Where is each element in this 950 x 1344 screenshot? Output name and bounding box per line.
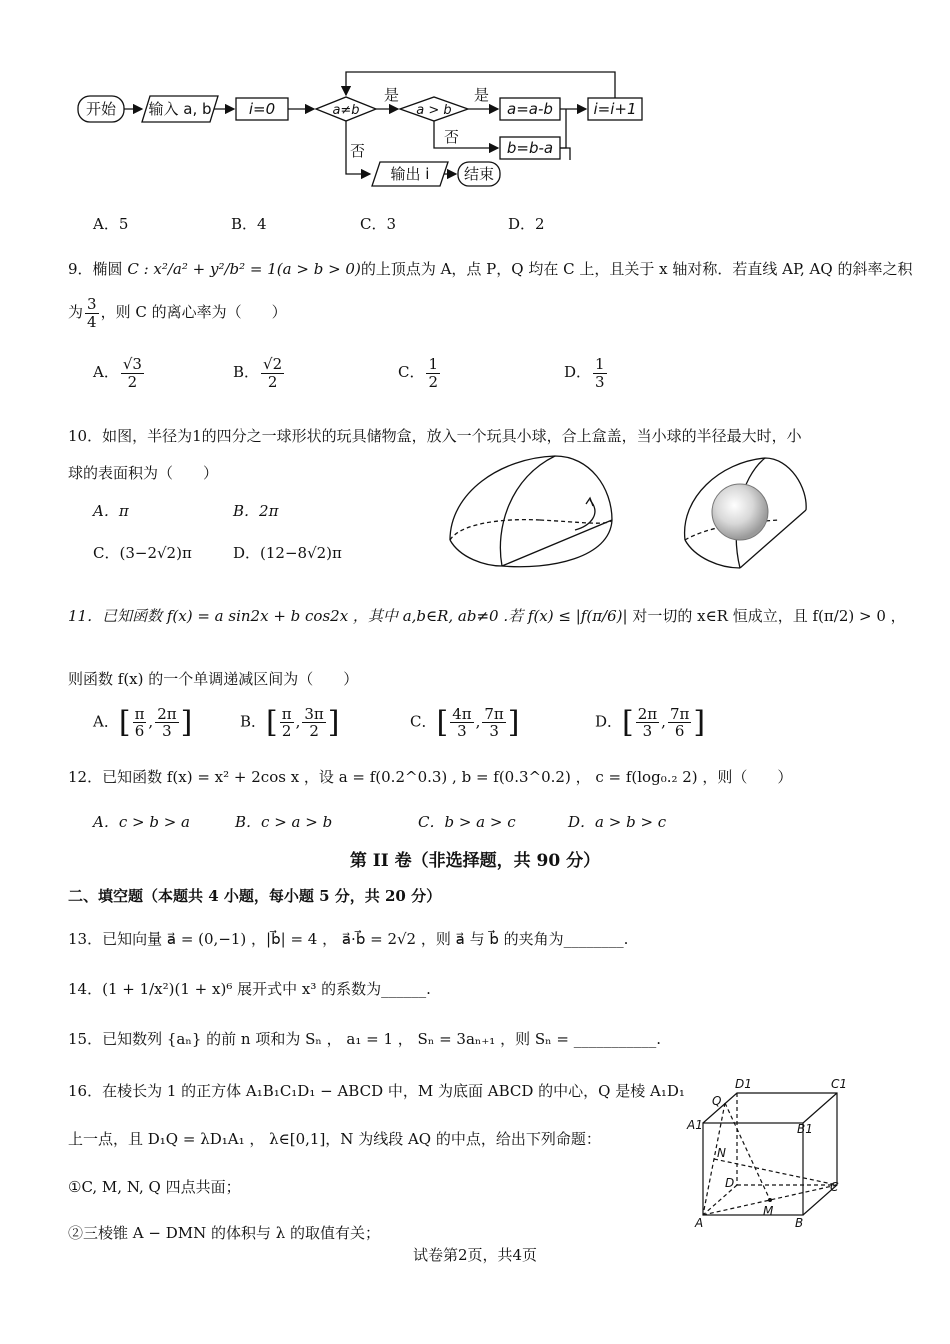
- q9-stem1: 椭圆: [92, 260, 123, 278]
- q9-c-den: 2: [428, 372, 439, 391]
- q9-a-label: A．: [93, 363, 119, 381]
- q11-b-lo-den: 2: [281, 722, 292, 740]
- cube-label-m: M: [763, 1204, 774, 1218]
- q11-d-hi-num: 7π: [669, 704, 690, 723]
- q11-option-d: D．[ $\frac{2\pi}{3}$ , $\frac{7\pi}{6}$ ]: [595, 704, 706, 740]
- q11-line1c: 对一切的 x∈R 恒成立，且 f(π/2) > 0 ，: [632, 607, 906, 625]
- q12-stem: 12．已知函数 f(x) = x² + 2cos x ，设 a = f(0.2^0.3) , b = f(0.3^0.2) ， c = f(log₀.₂ 2) ，则（ ）: [68, 768, 793, 786]
- q9-option-b: [233, 356, 286, 390]
- q10-option-b: B．2π: [233, 502, 279, 520]
- q13: 13．已知向量 a⃗ = (0,−1) ，|b⃗| = 4 ， a⃗·b⃗ = 2√2 ，则 a⃗ 与 b⃗ 的夹角为________.: [68, 930, 629, 948]
- q11-a-lo-num: π: [134, 704, 145, 723]
- q11-option-c: C．[ $\frac{4\pi}{3}$ , $\frac{7\pi}{3}$ ]: [410, 704, 520, 740]
- q12-option-d: D．a > b > c: [568, 813, 667, 831]
- q11-c-hi-den: 3: [489, 722, 499, 740]
- q9-b-den: 2: [267, 372, 278, 391]
- flow-cond2-text: a > b: [416, 103, 452, 118]
- q9-c-label: C．: [398, 363, 425, 381]
- q10-line2: 球的表面积为（ ）: [68, 464, 219, 482]
- q9-option-c: [398, 356, 442, 390]
- q9-frac-den: 4: [87, 312, 97, 331]
- cube-label-d: D: [725, 1176, 735, 1190]
- flow-assign-b-text: b=b-a: [506, 139, 554, 157]
- section2-title: 第 II 卷（非选择题，共 90 分）: [349, 851, 601, 871]
- flow-input-text: 输入 a, b: [148, 100, 212, 118]
- q12-option-b: B．c > a > b: [235, 813, 333, 831]
- q11-d-lo-den: 3: [642, 722, 653, 740]
- quarter-sphere-figure: [440, 448, 820, 578]
- flow-no2: 否: [444, 128, 460, 146]
- toy-ball: [712, 484, 768, 540]
- q9-a-num: √3: [122, 355, 142, 373]
- cube-label-c: C: [830, 1180, 839, 1194]
- q9-c-num: 1: [428, 355, 439, 373]
- q11-b-hi-den: 2: [309, 722, 319, 740]
- q9-line2: [68, 296, 287, 330]
- q10-line1: 10．如图，半径为1的四分之一球形状的玩具储物盒，放入一个玩具小球，合上盒盖，当小球的半径最大时，小: [68, 427, 802, 445]
- q11-line1b: |f(π/6)|: [575, 607, 628, 625]
- q9-d-label: D．: [564, 363, 592, 381]
- q16-line1: 16．在棱长为 1 的正方体 A₁B₁C₁D₁ − ABCD 中，M 为底面 ABCD 的中心，Q 是棱 A₁D₁: [68, 1082, 685, 1100]
- flow-output-text: 输出 i: [390, 165, 430, 183]
- q16-line2: 上一点，且 D₁Q = λD₁A₁ ， λ∈[0,1]，N 为线段 AQ 的中点，给出下列命题：: [68, 1130, 601, 1148]
- cube-label-n: N: [717, 1146, 726, 1160]
- flow-init-text: i=0: [248, 100, 276, 118]
- part2-header: 二、填空题（本题共 4 小题，每小题 5 分，共 20 分）: [68, 887, 442, 905]
- q16-item2: ②三棱锥 A − DMN 的体积与 λ 的取值有关；: [68, 1224, 381, 1242]
- q9-d-num: 1: [595, 355, 605, 373]
- flow-no1: 否: [350, 142, 366, 160]
- flow-yes1: 是: [384, 86, 400, 104]
- flowchart: [70, 60, 660, 200]
- cube-label-b1: B1: [797, 1122, 813, 1136]
- q9-line1: [68, 258, 912, 279]
- q8-option-b: B．4: [231, 215, 267, 233]
- q9-frac-num: 3: [87, 295, 97, 313]
- q9-d-den: 3: [595, 372, 605, 391]
- q11-b-hi-num: 3π: [304, 704, 324, 723]
- q11-line1: [68, 605, 906, 626]
- q8-option-d: D．2: [508, 215, 545, 233]
- q11-b-label: B．: [240, 712, 267, 731]
- q11-c-label: C．: [410, 712, 437, 731]
- q9-b-label: B．: [233, 363, 260, 381]
- q9-ellipse: C : x²/a² + y²/b² = 1(a > b > 0): [127, 260, 361, 278]
- cube-label-a: A: [695, 1216, 704, 1230]
- q11-c-hi-num: 7π: [484, 704, 504, 723]
- q10-option-c: C．(3−2√2)π: [93, 544, 192, 562]
- q11-line2: 则函数 f(x) 的一个单调递减区间为（ ）: [68, 670, 359, 688]
- q9-option-a: [93, 356, 146, 390]
- q11-d-hi-den: 6: [674, 722, 685, 740]
- q12-option-a: A．c > b > a: [93, 813, 190, 831]
- q14: 14．(1 + 1/x²)(1 + x)⁶ 展开式中 x³ 的系数为______.: [68, 980, 431, 998]
- q11-c-lo-num: 4π: [452, 704, 472, 723]
- q9-b-num: √2: [263, 355, 283, 373]
- q11-a-hi-num: 2π: [157, 704, 177, 723]
- cube-label-a1: A1: [687, 1118, 703, 1132]
- q9-stem3b: ，则 C 的离心率为（ ）: [100, 303, 287, 321]
- q16-item1: ①C, M, N, Q 四点共面；: [68, 1178, 241, 1196]
- cube-figure: [685, 1075, 855, 1235]
- q11-option-a: A．[ $\frac{\pi}{6}$ , $\frac{2\pi}{3}$ ]: [93, 704, 193, 740]
- cube-label-b: B: [795, 1216, 804, 1230]
- q10-option-a: A．π: [93, 502, 129, 520]
- q11-a-label: A．: [93, 712, 119, 731]
- q8-option-c: C．3: [360, 215, 397, 233]
- q11-a-hi-den: 3: [162, 722, 172, 740]
- flow-yes2: 是: [474, 86, 490, 104]
- q10-option-d: D．(12−8√2)π: [233, 544, 342, 562]
- flow-assign-a-text: a=a-b: [507, 100, 553, 118]
- q15: 15．已知数列 {aₙ} 的前 n 项和为 Sₙ ， a₁ = 1 ， Sₙ = 3aₙ₊₁ ，则 Sₙ = ___________.: [68, 1030, 661, 1048]
- q9-option-d: [564, 356, 609, 390]
- page-footer: 试卷第2页，共4页: [412, 1246, 538, 1264]
- flow-incr-text: i=i+1: [593, 100, 637, 118]
- flow-cond1-text: a≠b: [332, 103, 360, 118]
- q8-option-a: A．5: [93, 215, 129, 233]
- q9-a-den: 2: [127, 372, 138, 391]
- q11-b-lo-num: π: [281, 704, 292, 723]
- q11-option-b: B．[ $\frac{\pi}{2}$ , $\frac{3\pi}{2}$ ]: [240, 704, 340, 740]
- q11-line1a: 11．已知函数 f(x) = a sin2x + b cos2x ，其中 a,b∈R, ab≠0 .若 f(x) ≤: [68, 607, 571, 625]
- q9-stem2: 的上顶点为 A，点 P，Q 均在 C 上，且关于 x 轴对称．若直线 AP, AQ 的斜率之积: [360, 260, 913, 278]
- q11-d-lo-num: 2π: [637, 704, 658, 723]
- q12-option-c: C．b > a > c: [418, 813, 516, 831]
- q9-number: 9．: [68, 260, 93, 278]
- flow-end-text: 结束: [463, 165, 495, 183]
- flow-start-text: 开始: [85, 100, 117, 118]
- q11-c-lo-den: 3: [457, 722, 467, 740]
- q9-stem3a: 为: [68, 303, 84, 321]
- cube-label-d1: D1: [735, 1077, 752, 1091]
- q11-a-lo-den: 6: [134, 722, 145, 740]
- cube-label-c1: C1: [831, 1077, 848, 1091]
- cube-label-q: Q: [712, 1094, 722, 1108]
- q11-d-label: D．: [595, 712, 623, 731]
